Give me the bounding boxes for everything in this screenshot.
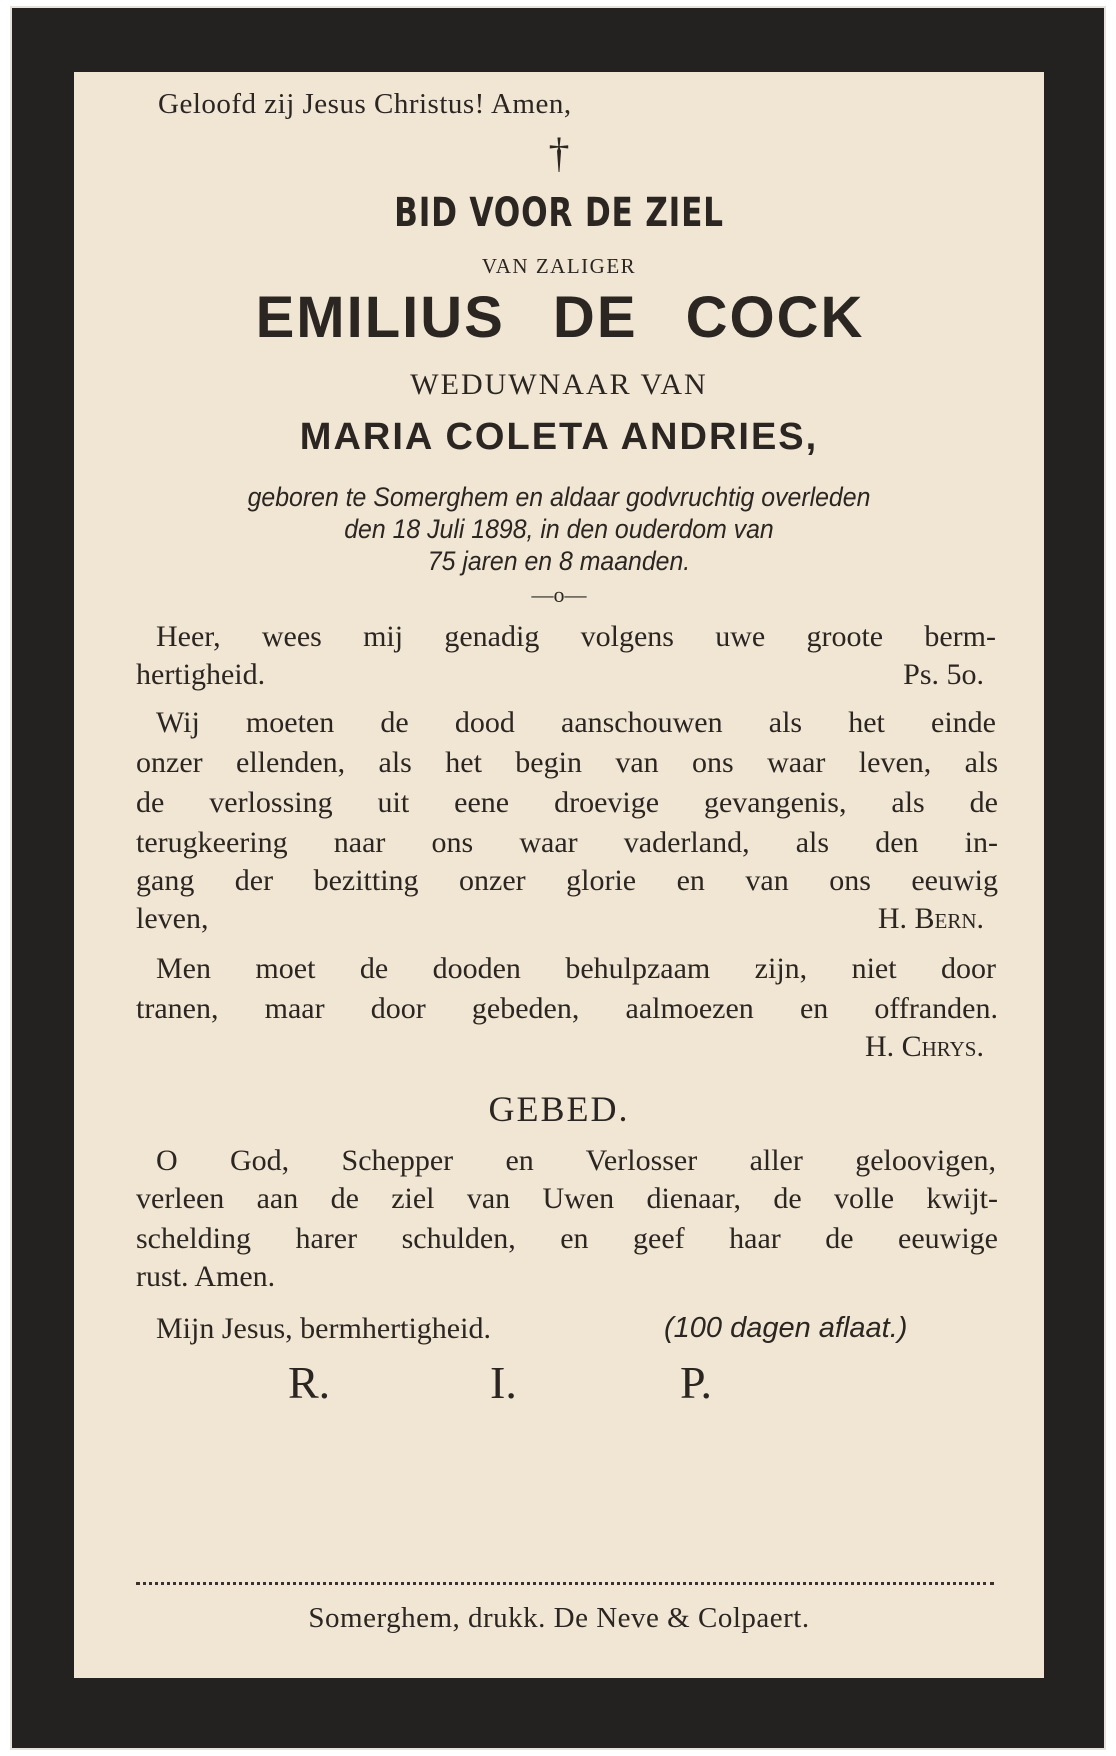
- prayer-line-3: schelding harer schulden, en geef haar de eeuwige: [136, 1222, 998, 1255]
- prayer-line-4: rust. Amen.: [136, 1260, 276, 1293]
- cross-icon: †: [548, 131, 570, 177]
- quote-1-source: Ps. 5o.: [903, 658, 984, 691]
- invocation: Mijn Jesus, bermhertigheid.: [156, 1312, 491, 1345]
- birth-line-2: den 18 Juli 1898, in den ouderdom van: [344, 514, 774, 544]
- card-paper: [74, 72, 1044, 1678]
- quote-1-last-row: [136, 658, 996, 692]
- title-bid-voor-de-ziel: BID VOOR DE ZIEL: [394, 190, 724, 236]
- rip-p: P.: [680, 1357, 712, 1408]
- prayer-line-1: O God, Schepper en Verlosser aller geloovigen,: [156, 1144, 996, 1177]
- quote-2-line-4: terugkeering naar ons waar vaderland, als den in-: [136, 826, 998, 859]
- deceased-name: EMILIUS DE COCK: [255, 285, 865, 350]
- printer-credit: Somerghem, drukk. De Neve & Colpaert.: [308, 1602, 810, 1634]
- spouse-name: MARIA COLETA ANDRIES,: [299, 416, 819, 458]
- quote-2-source: H. Bern.: [877, 902, 984, 935]
- indulgence-note: (100 dagen aflaat.): [664, 1312, 908, 1344]
- quote-3-source: H. Chrys.: [864, 1030, 984, 1063]
- birth-line-3: 75 jaren en 8 maanden.: [427, 546, 691, 576]
- quote-2-line-5: gang der bezitting onzer glorie en van ons eeuwig: [136, 864, 998, 897]
- rip-r: R.: [288, 1357, 331, 1408]
- separator: —o—: [531, 582, 587, 607]
- quote-2-line-6: leven,: [136, 902, 209, 935]
- prayer-heading: GEBED.: [488, 1089, 630, 1129]
- quote-2-line-3: de verlossing uit eene droevige gevangenis, als de: [136, 786, 998, 819]
- quote-2-line-1: Wij moeten de dood aanschouwen als het einde: [156, 706, 996, 739]
- quote-1-line-2: hertigheid.: [136, 658, 266, 691]
- dotted-divider: [136, 1582, 994, 1585]
- quote-3-line-1: Men moet de dooden behulpzaam zijn, niet door: [156, 952, 996, 985]
- title-van-zaliger: VAN ZALIGER: [481, 254, 637, 278]
- relation-weduwnaar-van: WEDUWNAAR VAN: [410, 368, 708, 401]
- quote-2-last-row: [136, 902, 996, 936]
- prayer-line-2: verleen aan de ziel van Uwen dienaar, de volle kwijt-: [136, 1182, 998, 1215]
- quote-3-line-2: tranen, maar door gebeden, aalmoezen en offranden.: [136, 992, 998, 1025]
- salutation: Geloofd zij Jesus Christus! Amen,: [158, 88, 572, 120]
- quote-2-line-2: onzer ellenden, als het begin van ons waar leven, als: [136, 746, 998, 779]
- memorial-card: [12, 8, 1104, 1748]
- rip-i: I.: [490, 1357, 517, 1408]
- birth-line-1: geboren te Somerghem en aldaar godvruchtig overleden: [247, 482, 871, 512]
- quote-1-line-1: Heer, wees mij genadig volgens uwe groote berm-: [156, 620, 996, 653]
